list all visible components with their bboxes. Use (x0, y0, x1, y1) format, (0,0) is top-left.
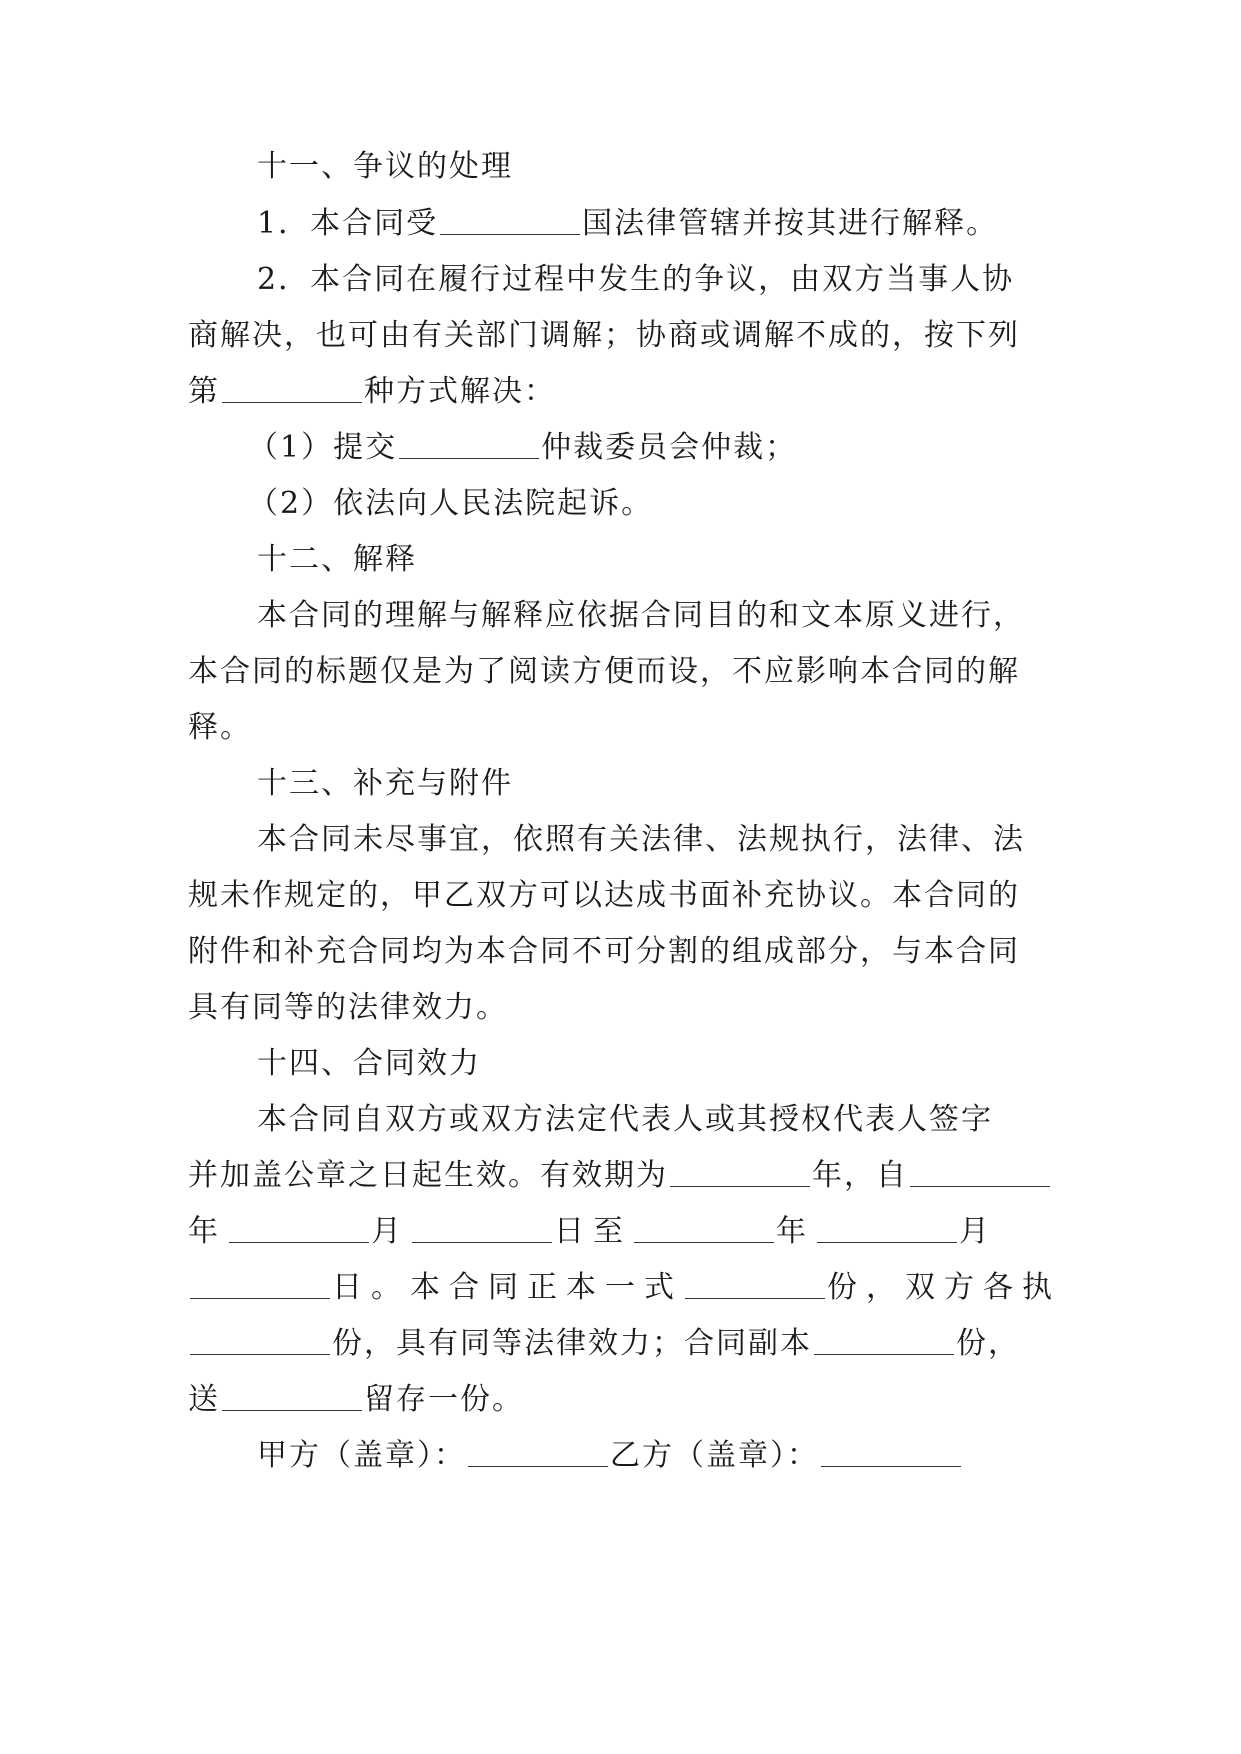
party-b-label: 乙方（盖章）： (610, 1438, 819, 1473)
section-14-line-4: 日。本合同正本一式 份，双方各执 (188, 1268, 1068, 1308)
section-14-line-1: 本合同自双方或双方法定代表人或其授权代表人签字 (257, 1102, 993, 1137)
section-13-line-4: 具有同等的法律效力。 (188, 990, 508, 1025)
section-13-title: 十三、补充与附件 (257, 766, 513, 801)
section-11-item-2-line-2: 商解决，也可由有关部门调解；协商或调解不成的，按下列 (188, 318, 1020, 353)
section-14-line-2: 并加盖公章之日起生效。有效期为 年，自 (188, 1156, 1068, 1196)
section-12-line-2: 本合同的标题仅是为了阅读方便而设，不应影响本合同的解 (188, 654, 1020, 689)
blank-field (634, 1214, 774, 1243)
blank-field (222, 374, 362, 403)
section-11-option-2: （2）依法向人民法院起诉。 (248, 486, 654, 521)
blank-field (190, 1270, 330, 1299)
party-b-seal-field (821, 1438, 961, 1467)
section-14-line-6: 送 留存一份。 (188, 1382, 524, 1417)
section-13-line-1: 本合同未尽事宜，依照有关法律、法规执行，法律、法 (257, 822, 1025, 857)
blank-field (817, 1214, 957, 1243)
section-12-line-1: 本合同的理解与解释应依据合同目的和文本原义进行， (257, 598, 1025, 633)
blank-field (190, 1326, 330, 1355)
blank-field (670, 1158, 810, 1187)
blank-field (412, 1214, 552, 1243)
blank-field (440, 206, 580, 235)
section-13-line-2: 规未作规定的，甲乙双方可以达成书面补充协议。本合同的 (188, 878, 1020, 913)
section-14-title: 十四、合同效力 (257, 1046, 481, 1081)
section-11-item-2-line-1: 2．本合同在履行过程中发生的争议，由双方当事人协 (257, 262, 1015, 297)
section-14-line-5: 份，具有同等法律效力；合同副本 份， (188, 1324, 1068, 1364)
section-11-option-1: （1）提交 仲裁委员会仲裁； (248, 430, 798, 465)
blank-field (222, 1382, 362, 1411)
signature-line (257, 1436, 1137, 1476)
section-11-item-1: 1．本合同受 国法律管辖并按其进行解释。 (257, 206, 999, 241)
section-12-line-3: 释。 (188, 710, 252, 745)
section-14-line-3: 年 月 日至 年 月 (188, 1214, 998, 1249)
party-a-seal-field (468, 1438, 608, 1467)
section-13-line-3: 附件和补充合同均为本合同不可分割的组成部分，与本合同 (188, 934, 1020, 969)
blank-field (814, 1326, 954, 1355)
blank-field (399, 430, 539, 459)
section-12-title: 十二、解释 (257, 542, 417, 577)
blank-field (910, 1158, 1050, 1187)
blank-field (685, 1270, 825, 1299)
blank-field (229, 1214, 369, 1243)
section-11-title: 十一、争议的处理 (257, 149, 513, 184)
section-11-item-2-line-3: 第 种方式解决： (188, 374, 556, 409)
party-a-label: 甲方（盖章）： (257, 1438, 466, 1473)
